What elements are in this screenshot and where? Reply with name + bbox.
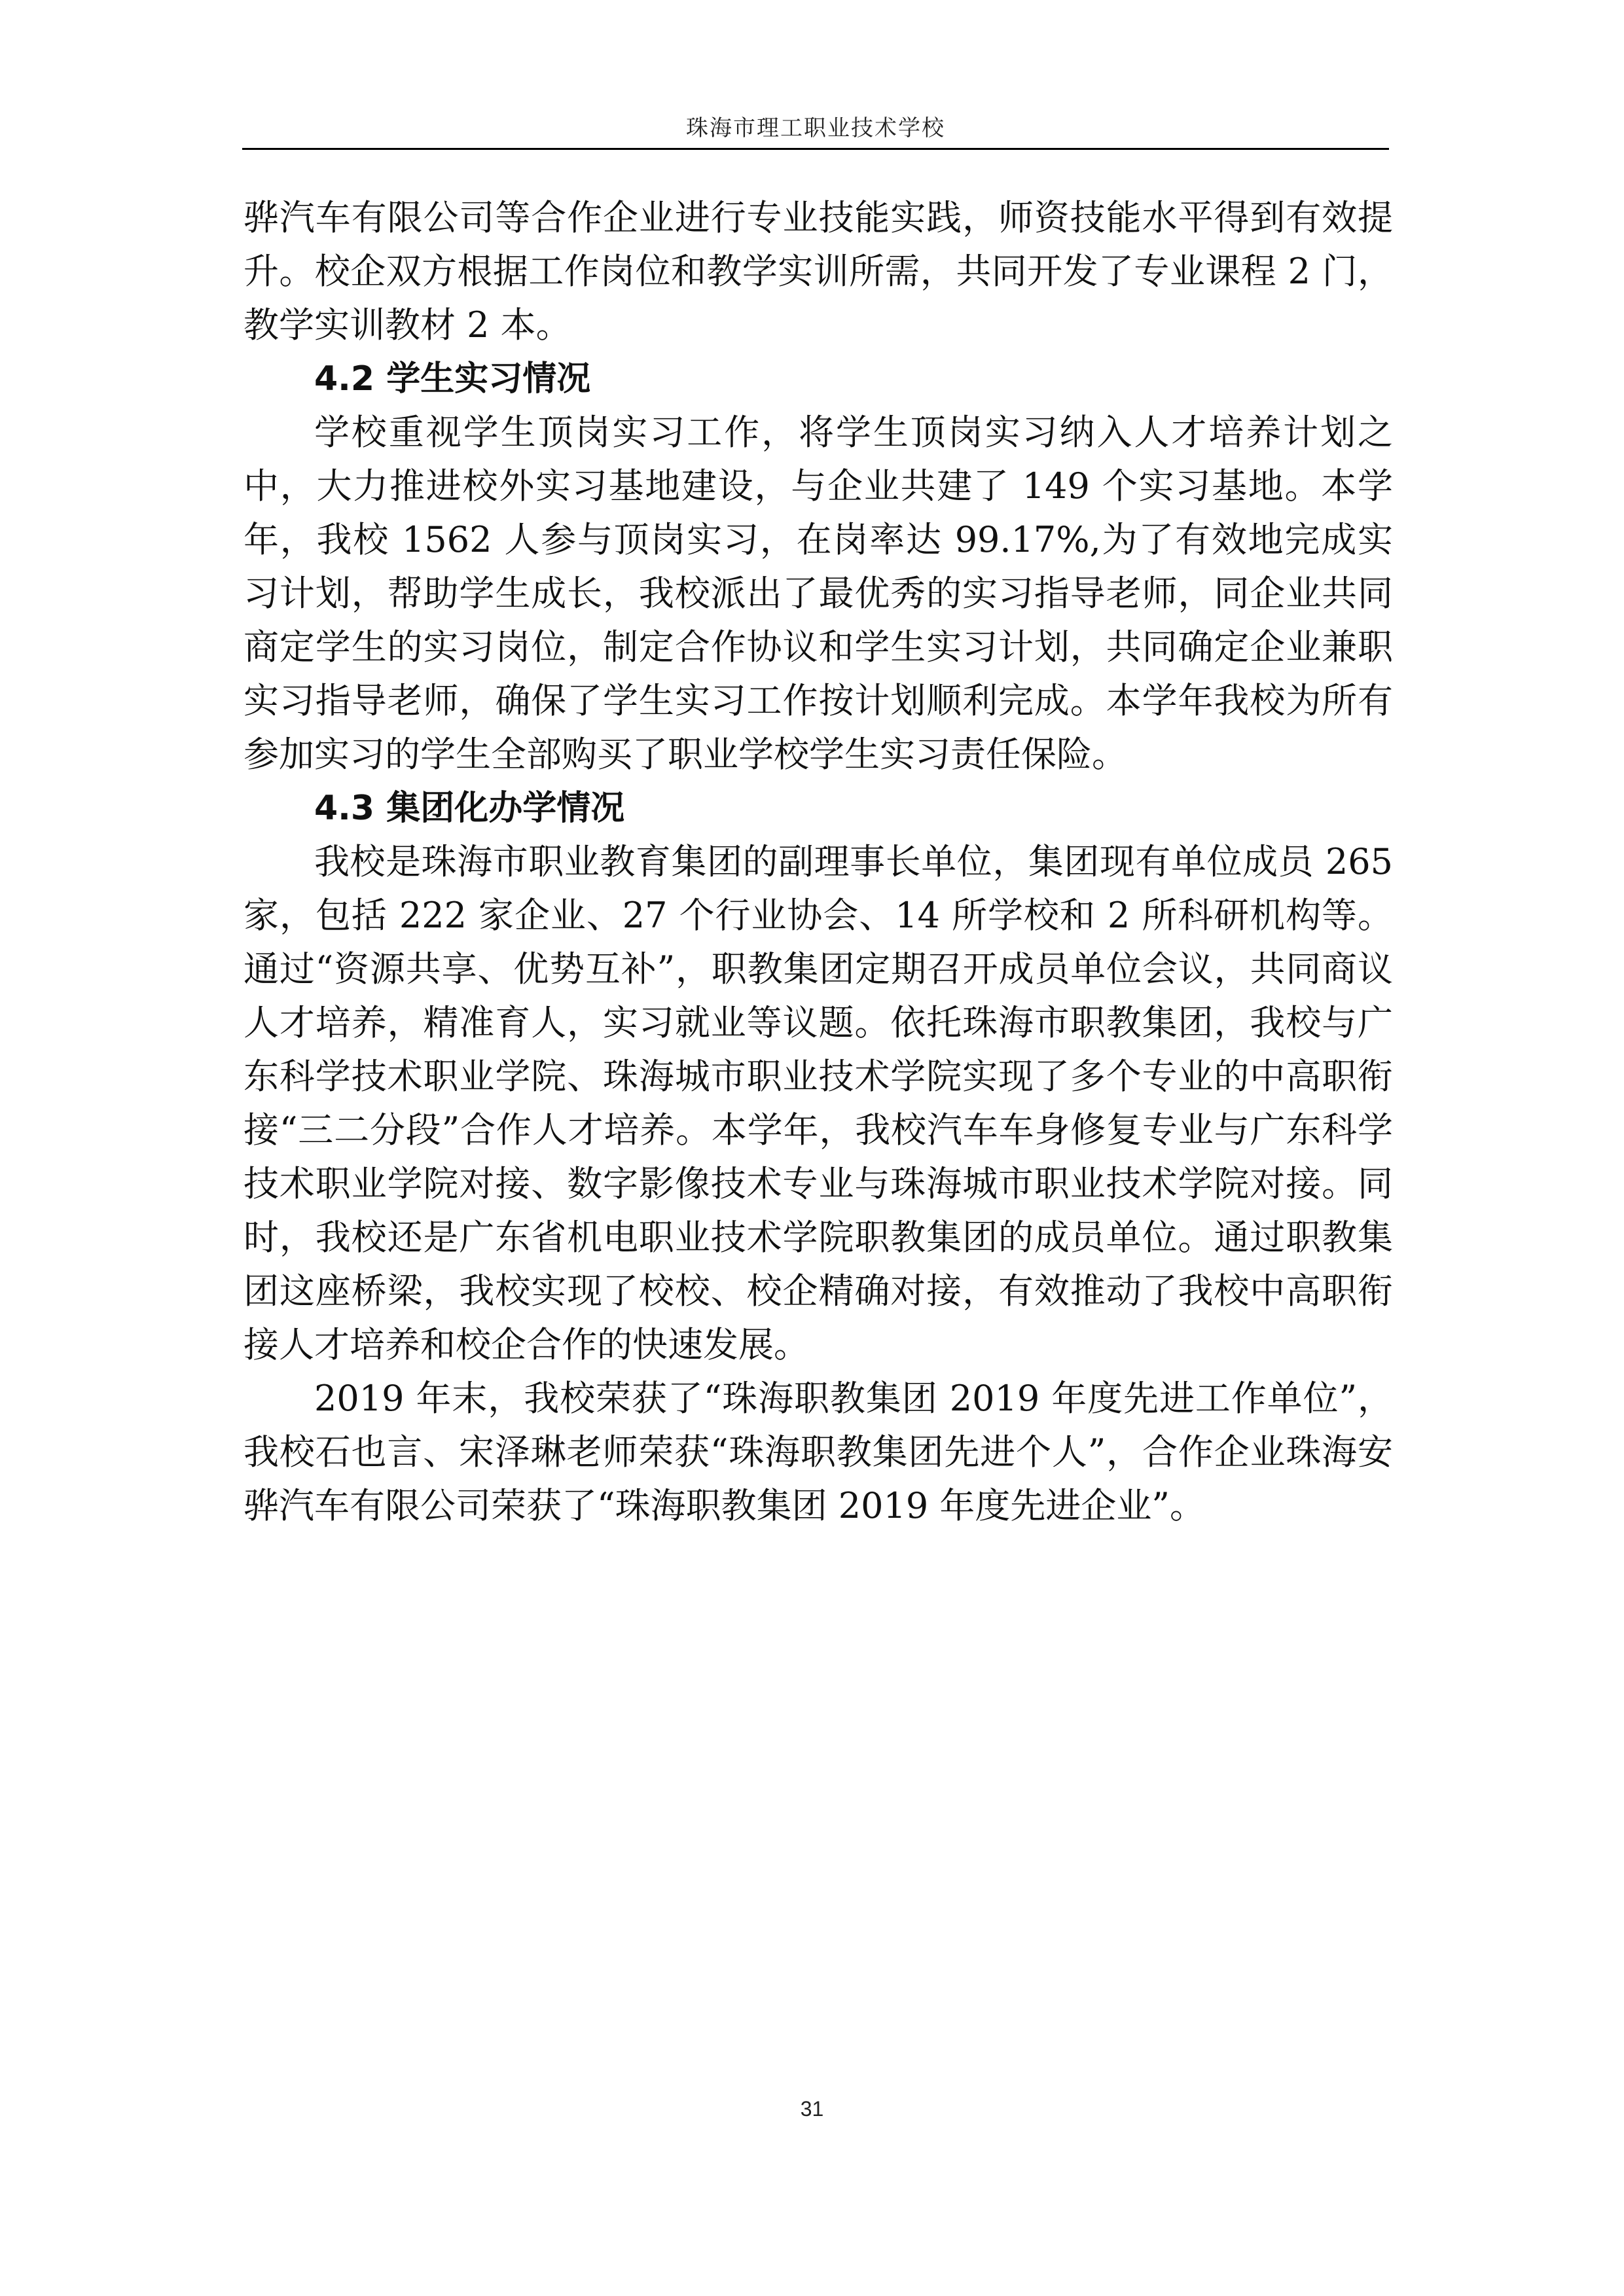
running-header: 珠海市理工职业技术学校 [686,115,945,141]
section-heading-4-2: 4.2 学生实习情况 [314,359,591,399]
paragraph-group-schooling: 我校是珠海市职业教育集团的副理事长单位，集团现有单位成员 265 家，包括 222 家企业、27 个行业协会、14 所学校和 2 所科研机构等。通过“资源共享、优势互补”，职教集团定期召开成员单位会议，共同商议人才培养，精准育人，实习就业等议题。依托珠海市职教集团，我校与广东科学技术职业学院、珠海城市职业技术学院实现了多个专业的中高职衔接“三二分段”合作人才培养。本学年，我校汽车车身修复专业与广东科学技术职业学院对接、数字影像技术专业与珠海城市职业技术学院对接。同时，我校还是广东省机电职业技术学院职教集团的成员单位。通过职教集团这座桥梁，我校实现了校校、校企精确对接，有效推动了我校中高职衔接人才培养和校企合作的快速发展。 [244,841,1393,1365]
document-body [244,191,1393,1533]
paragraph-student-internship: 学校重视学生顶岗实习工作，将学生顶岗实习纳入人才培养计划之中，大力推进校外实习基地建设，与企业共建了 149 个实习基地。本学年，我校 1562 人参与顶岗实习，在岗率达 99.17%,为了有效地完成实习计划，帮助学生成长，我校派出了最优秀的实习指导老师，同企业共同商定学生的实习岗位，制定合作协议和学生实习计划，共同确定企业兼职实习指导老师，确保了学生实习工作按计划顺利完成。本学年我校为所有参加实习的学生全部购买了职业学校学生实习责任保险。 [244,412,1393,775]
paragraph-continuation: 骅汽车有限公司等合作企业进行专业技能实践，师资技能水平得到有效提升。校企双方根据工作岗位和教学实训所需，共同开发了专业课程 2 门，教学实训教材 2 本。 [244,197,1393,346]
header-rule [242,148,1389,150]
page-number: 31 [800,2097,824,2121]
paragraph-awards: 2019 年末，我校荣获了“珠海职教集团 2019 年度先进工作单位”，我校石也言、宋泽琳老师荣获“珠海职教集团先进个人”，合作企业珠海安骅汽车有限公司荣获了“珠海职教集团 2019 年度先进企业”。 [244,1378,1393,1526]
section-heading-4-3: 4.3 集团化办学情况 [314,789,625,828]
